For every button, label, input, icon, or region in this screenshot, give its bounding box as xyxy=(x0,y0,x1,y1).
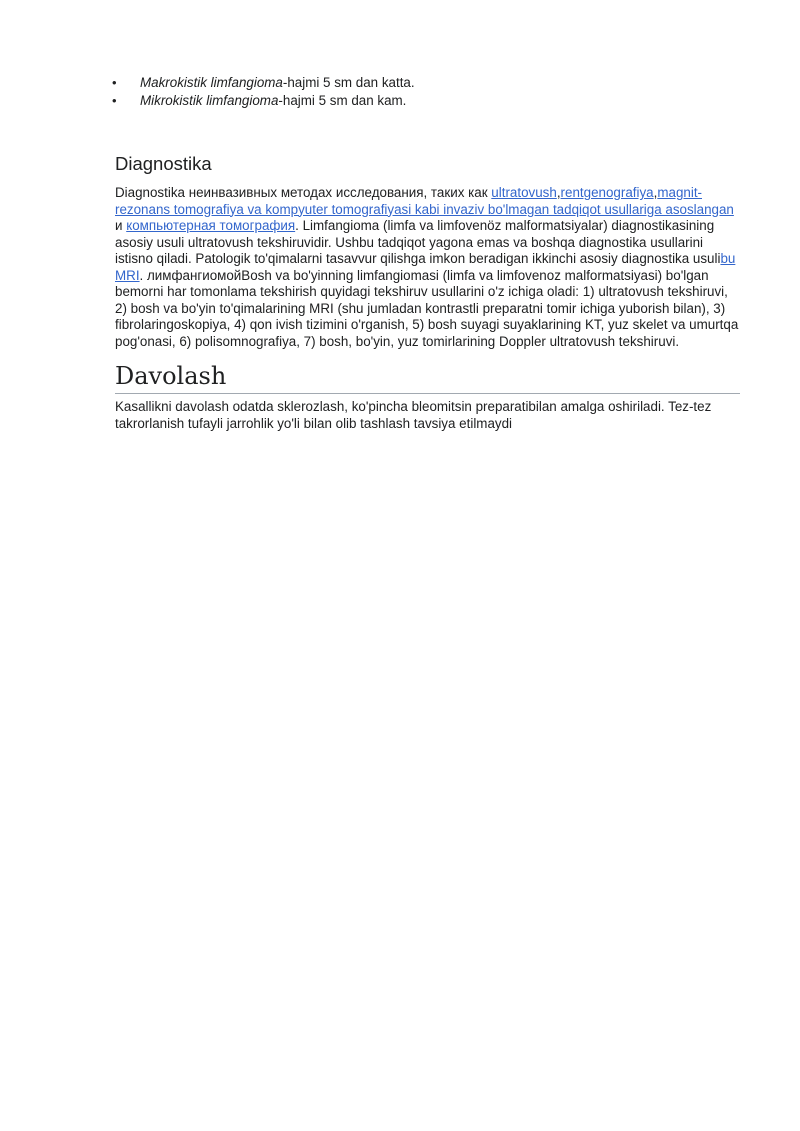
treatment-heading: Davolash xyxy=(115,361,740,394)
list-item-description: -hajmi 5 sm dan katta. xyxy=(282,75,415,90)
diagnostics-text: Diagnostika неинвазивных методах исследования, таких как xyxy=(115,185,492,200)
diagnostics-text: . Limfangioma (limfa va limfovenöz malformatsiyalar) diagnostikasining asosiy usuli ultratovush tekshiruvidir. Ushbu tadqiqot yagona emas va boshqa diagnostika usullarini istisno qiladi. Patologik to'qimalarni tasavvur qilishga imkon beradigan ikkinchi asosiy diagnostika usuli xyxy=(115,218,721,266)
diagnostics-paragraph xyxy=(115,185,740,350)
diagnostics-text: . лимфангиомойBosh va bo'yinning limfangiomasi (limfa va limfovenoz malformatsiyasi) bo'lgan bemorni har tomonlama tekshirish quyidagi tekshiruv usullarini o'z ichiga oladi: 1) ultratovush tekshiruvi, 2) bosh va bo'yin to'qimalarining MRI (shu jumladan kontrastli preparatni tomir ichiga yuborish bilan), 3) fibrolaringoskopiya, 4) qon ivish tizimini o'rganish, 5) bosh suyagi suyaklarining KT, yuz skelet va umurtqa pog'onasi, 6) polisomnografiya, 7) bosh, bo'yin, yuz tomirlarining Doppler ultratovush tekshiruvi. xyxy=(115,267,739,349)
list-item xyxy=(115,92,740,110)
article-body xyxy=(115,74,740,432)
lymphangioma-types-list xyxy=(115,74,740,110)
rentgenografiya-link[interactable]: rentgenografiya xyxy=(560,185,654,200)
list-item-term: Mikrokistik limfangioma xyxy=(140,93,279,108)
list-item xyxy=(115,74,740,92)
diagnostics-text: и xyxy=(115,218,127,233)
mrt-kt-methods-link[interactable]: magnit-rezonans tomografiya va kompyuter tomografiyasi kabi invaziv bo'lmagan tadqiqot usullariga asoslangan xyxy=(115,185,734,217)
diagnostics-text: , xyxy=(653,185,658,200)
diagnostics-heading: Diagnostika xyxy=(115,153,212,174)
treatment-paragraph: Kasallikni davolash odatda sklerozlash, ko'pincha bleomitsin preparatibilan amalga oshiriladi. Tez-tez takrorlanish tufayli jarrohlik yo'li bilan olib tashlash tavsiya etilmaydi xyxy=(115,399,712,431)
diagnostics-text: , xyxy=(556,185,561,200)
computed-tomography-link[interactable]: компьютерная томография xyxy=(126,218,296,233)
ultratovush-link[interactable]: ultratovush xyxy=(491,185,557,200)
list-item-description: -hajmi 5 sm dan kam. xyxy=(278,93,407,108)
list-item-term: Makrokistik limfangioma xyxy=(140,75,283,90)
mri-link[interactable]: bu MRI xyxy=(115,251,736,283)
